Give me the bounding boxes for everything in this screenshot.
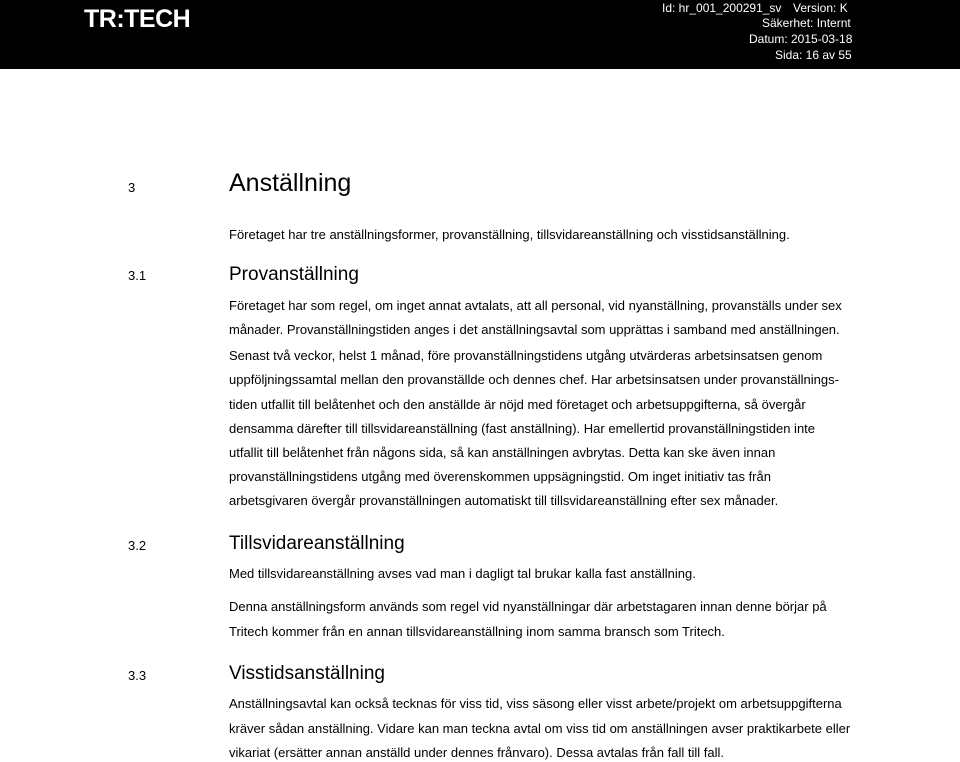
paragraph-line: Senast två veckor, helst 1 månad, före provanställningstidens utgång utvärderas arbetsinsatsen genom <box>229 348 823 363</box>
section-intro: Företaget har tre anställningsformer, provanställning, tillsvidareanställning och visstidsanställning. <box>229 227 790 242</box>
subsection-title: Tillsvidareanställning <box>229 533 405 554</box>
subsection-number: 3.1 <box>128 268 147 283</box>
paragraph-line: kräver sådan anställning. Vidare kan man teckna avtal om viss tid om anställningen avser praktikarbete eller <box>229 721 851 736</box>
document-version: Version: K <box>793 1 848 15</box>
paragraph-line: tiden utfallit till belåtenhet och den anställde är nöjd med företaget och arbetsuppgifterna, så övergår <box>229 397 806 412</box>
subsection-number: 3.2 <box>128 538 147 553</box>
page-number: Sida: 16 av 55 <box>775 48 852 62</box>
document-date: Datum: 2015-03-18 <box>749 32 853 46</box>
security-level: Säkerhet: Internt <box>762 16 851 30</box>
section-number: 3 <box>128 180 136 195</box>
paragraph-line: uppföljningssamtal mellan den provanställde och dennes chef. Har arbetsinsatsen under provanställnings- <box>229 372 839 387</box>
subsection-number: 3.3 <box>128 668 147 683</box>
paragraph-line: Företaget har som regel, om inget annat avtalats, att all personal, vid nyanställning, provanställs under sex <box>229 298 842 313</box>
paragraph-line: Tritech kommer från en annan tillsvidareanställning inom samma bransch som Tritech. <box>229 624 725 639</box>
paragraph-line: Denna anställningsform används som regel vid nyanställningar där arbetstagaren innan denne börjar på <box>229 599 827 614</box>
paragraph-line: densamma därefter till tillsvidareanställning (fast anställning). Har emellertid provanställningstiden inte <box>229 421 816 436</box>
section-title: Anställning <box>229 169 352 197</box>
paragraph-line: provanställningstidens utgång med överenskommen uppsägningstid. Om inget initiativ tas från <box>229 469 771 484</box>
subsection-title: Visstidsanställning <box>229 663 385 684</box>
paragraph-line: vikariat (ersätter annan anställd under dennes frånvaro). Dessa avtalas från fall till fall. <box>229 745 724 760</box>
paragraph-line: arbetsgivaren övergår provanställningen automatiskt till tillsvidareanställning efter sex månader. <box>229 493 779 508</box>
paragraph-line: månader. Provanställningstiden anges i det anställningsavtal som upprättas i samband med anställningen. <box>229 322 840 337</box>
paragraph-line: Med tillsvidareanställning avses vad man i dagligt tal brukar kalla fast anställning. <box>229 566 696 581</box>
document-id: Id: hr_001_200291_sv <box>662 1 782 15</box>
paragraph-line: Anställningsavtal kan också tecknas för viss tid, viss säsong eller visst arbete/projekt om arbetsuppgifterna <box>229 696 842 711</box>
document-header <box>0 0 960 69</box>
company-logo: TR:TECH <box>84 5 191 33</box>
subsection-title: Provanställning <box>229 264 359 285</box>
paragraph-line: utfallit till belåtenhet från någons sida, så kan anställningen avbrytas. Detta kan ske även innan <box>229 445 776 460</box>
